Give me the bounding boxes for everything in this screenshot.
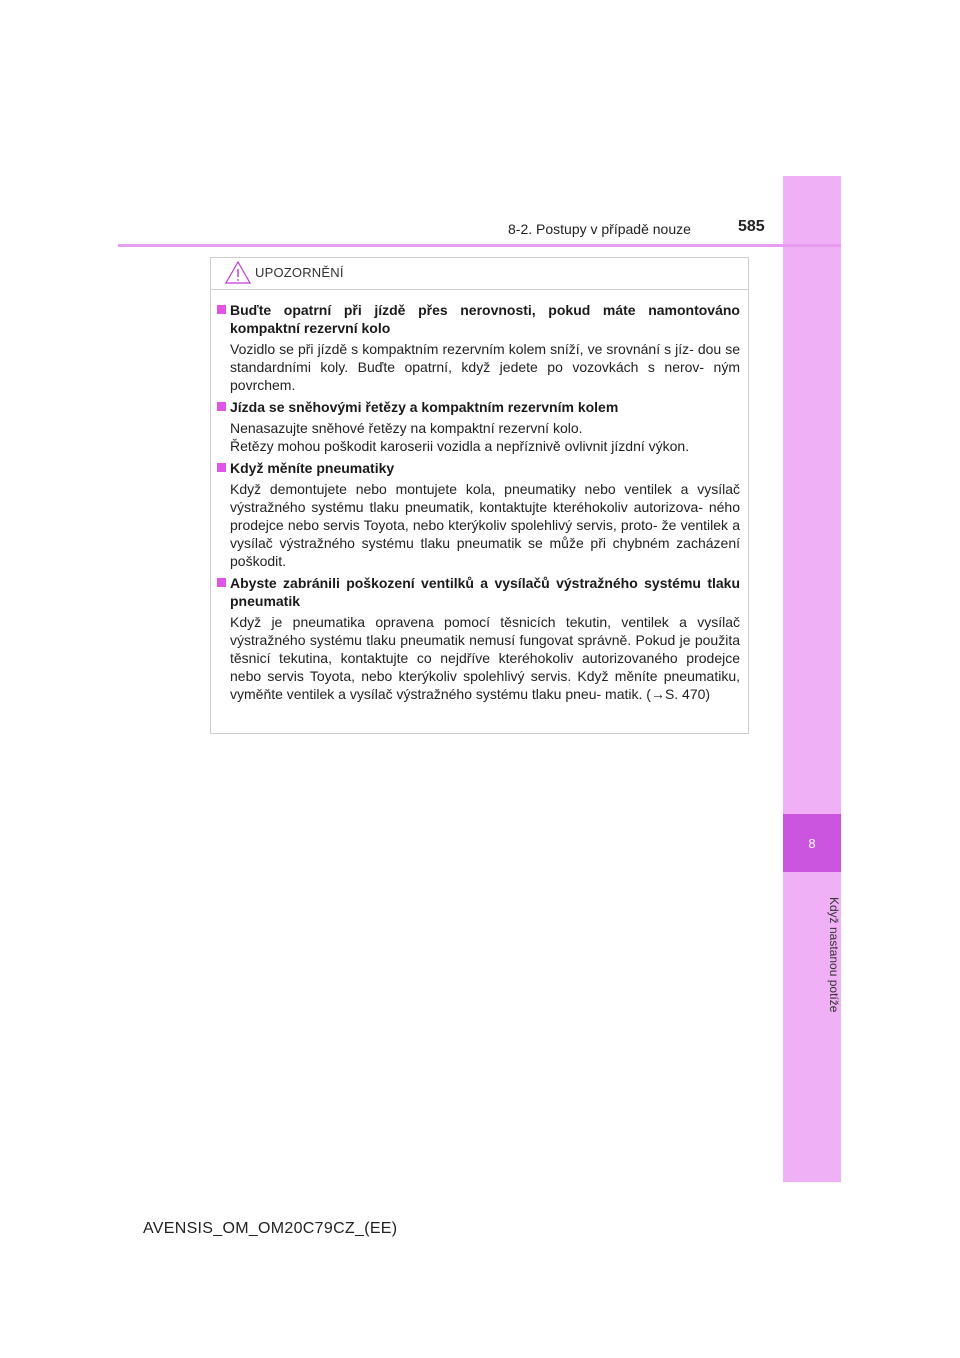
section-paragraph: Když demontujete nebo montujete kola, pneumatiky nebo ventilek a vysílač výstražného systému tlaku pneumatik, kontaktujte kteréhokoliv autorizova- ného prodejce nebo servis Toyota, nebo kterýkoliv spolehlivý servis, proto- že ventilek a vysílač výstražného systému tlaku pneumatik se může při chybném zacházení poškodit. — [230, 481, 740, 569]
warning-header — [211, 258, 748, 290]
chapter-title: 8-2. Postupy v případě nouze — [508, 221, 691, 237]
warning-section — [217, 574, 740, 703]
section-paragraph: Nenasazujte sněhové řetězy na kompaktní rezervní kolo. — [230, 420, 583, 436]
chapter-side-tab — [783, 176, 841, 1182]
section-title: Když měníte pneumatiky — [230, 460, 395, 476]
section-title: Jízda se sněhovými řetězy a kompaktním rezervním kolem — [230, 399, 619, 415]
square-bullet-icon — [217, 578, 226, 587]
warning-section — [217, 398, 740, 455]
section-heading — [217, 301, 740, 337]
section-title: Buďte opatrní při jízdě přes nerovnosti, pokud máte namontováno kompaktní rezervní kolo — [230, 302, 740, 336]
section-paragraph: Když je pneumatika opravena pomocí těsnicích tekutin, ventilek a vysílač výstražného systému tlaku pneumatik nemusí fungovat správně. Pokud je použita těsnicí tekutina, kontaktujte co nejdříve kteréhokoliv autorizovaného prodejce nebo servis Toyota, nebo kterýkoliv spolehlivý servis. Když měníte pneumatiku, vyměňte ventilek a vysílač výstražného systému tlaku pneu- matik. (→S. 470) — [230, 614, 740, 702]
section-heading — [217, 574, 740, 610]
chapter-number-tab[interactable]: 8 — [783, 814, 841, 872]
warning-section — [217, 301, 740, 394]
warning-box — [210, 257, 749, 734]
section-paragraph: Řetězy mohou poškodit karoserii vozidla a nepříznivě ovlivnit jízdní výkon. — [230, 438, 690, 454]
chapter-name-vertical: Když nastanou potíže — [827, 897, 841, 1013]
warning-body — [211, 290, 748, 703]
section-title: Abyste zabránili poškození ventilků a vysílačů výstražného systému tlaku pneumatik — [230, 575, 740, 609]
warning-triangle-icon — [225, 261, 251, 284]
header-divider — [118, 244, 841, 247]
warning-label: UPOZORNĚNÍ — [255, 265, 344, 280]
square-bullet-icon — [217, 305, 226, 314]
warning-section — [217, 459, 740, 570]
square-bullet-icon — [217, 402, 226, 411]
section-heading — [217, 459, 740, 477]
square-bullet-icon — [217, 463, 226, 472]
document-code: AVENSIS_OM_OM20C79CZ_(EE) — [143, 1220, 398, 1237]
page-number: 585 — [738, 218, 765, 235]
section-heading — [217, 398, 740, 416]
section-paragraph: Vozidlo se při jízdě s kompaktním rezervním kolem sníží, ve srovnání s jíz- dou se standardními koly. Buďte opatrní, když jedete po vozovkách s nerov- ným povrchem. — [230, 341, 740, 393]
